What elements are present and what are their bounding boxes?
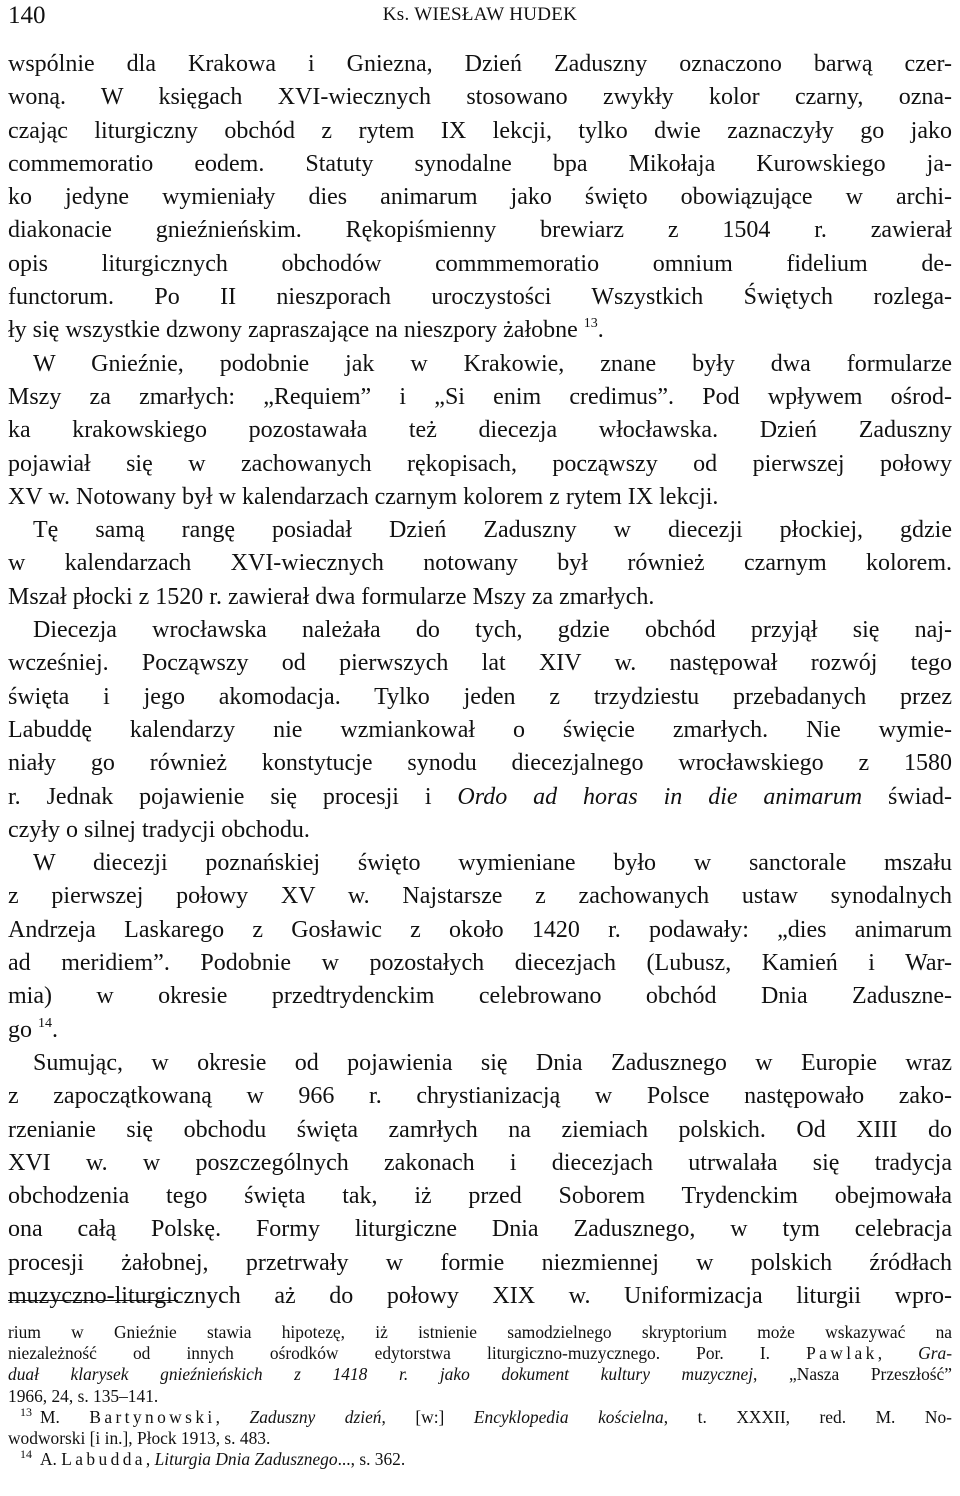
body-line xyxy=(8,1280,952,1313)
body-line xyxy=(8,81,952,114)
text-run: ko jedyne wymieniały dies animarum jako święto obowiązujące w archi- xyxy=(8,184,952,211)
body-line xyxy=(8,714,952,747)
body-line xyxy=(8,647,952,680)
text-run: Mszał płocki z 1520 r. zawierał dwa formularze Mszy za zmarłych. xyxy=(8,583,655,610)
text-run: . xyxy=(52,1016,58,1043)
footnote-line xyxy=(8,1343,952,1364)
footnote-line xyxy=(8,1386,952,1407)
text-run: XVI w. w poszczególnych zakonach i diecezjach utrwalała się tradycja xyxy=(8,1149,952,1176)
body-line xyxy=(8,1213,952,1246)
body-line xyxy=(8,281,952,314)
text-run: Tę samą rangę posiadał Dzień Zaduszny w diecezji płockiej, gdzie xyxy=(33,517,952,544)
body-line xyxy=(8,547,952,580)
text-run: , xyxy=(877,1343,919,1364)
body-line xyxy=(8,581,952,614)
text-run: Sumując, w okresie od pojawienia się Dnia Zadusznego w Europie wraz xyxy=(33,1049,952,1076)
page-header xyxy=(8,0,952,42)
text-run: mia) w okresie przedtrydenckim celebrowano obchód Dnia Zaduszne- xyxy=(8,983,952,1010)
text-run: diakonacie gnieźnieńskim. Rękopiśmienny brewiarz z 1504 r. zawierał xyxy=(8,217,952,244)
text-run: , xyxy=(215,1406,250,1427)
page-number: 140 xyxy=(8,2,46,29)
text-run: XV w. Notowany był w kalendarzach czarnym kolorem z rytem IX lekcji. xyxy=(8,483,719,510)
text-run: z zapoczątkowaną w 966 r. chrystianizacją w Polsce następowało zako- xyxy=(8,1083,952,1110)
italic-text: Zaduszny dzień xyxy=(249,1406,382,1427)
text-run: , t. XXXII, red. M. No- xyxy=(663,1406,952,1427)
body-line xyxy=(8,514,952,547)
body-line xyxy=(8,348,952,381)
spaced-author-name: Labudda xyxy=(61,1449,146,1470)
text-run: ..., s. 362. xyxy=(337,1449,406,1470)
body-line xyxy=(8,1047,952,1080)
text-run: ły się wszystkie dzwony zapraszające na nieszpory żałobne xyxy=(8,317,584,344)
text-run: woną. W księgach XVI-wiecznych stosowano zwykły kolor czarny, ozna- xyxy=(8,84,952,111)
body-line xyxy=(8,914,952,947)
running-head: Ks. WIESŁAW HUDEK xyxy=(382,4,578,25)
document-page xyxy=(8,0,952,1470)
text-run: functorum. Po II nieszporach uroczystości Wszystkich Świętych rozlega- xyxy=(8,284,952,311)
body-line xyxy=(8,847,952,880)
text-run: Diecezja wrocławska należała do tych, gdzie obchód przyjął się naj- xyxy=(33,617,952,644)
body-line xyxy=(8,48,952,81)
text-run: , „Nasza Przeszłość” xyxy=(753,1364,952,1385)
text-run: A. xyxy=(40,1449,62,1470)
body-line xyxy=(8,980,952,1013)
body-line xyxy=(8,481,952,514)
body-line xyxy=(8,1080,952,1113)
body-line xyxy=(8,181,952,214)
text-run: wspólnie dla Krakowa i Gniezna, Dzień Zaduszny oznaczono barwą czer- xyxy=(8,51,952,77)
text-run: Mszy za zmarłych: „Requiem” i „Si enim credimus”. Pod wpływem ośrod- xyxy=(8,383,952,410)
footnote-divider xyxy=(8,1300,178,1301)
text-run: r. Jednak pojawienie się procesji i xyxy=(8,783,458,810)
text-run: pojawiał się w zachowanych rękopisach, począwszy od pierwszej połowy xyxy=(8,450,952,477)
body-line xyxy=(8,947,952,980)
body-line xyxy=(8,681,952,714)
footnote-line xyxy=(8,1428,952,1449)
body-line xyxy=(8,148,952,181)
spaced-author-name: Pawlak xyxy=(806,1343,878,1364)
text-run: W Gnieźnie, podobnie jak w Krakowie, znane były dwa formularze xyxy=(33,350,952,377)
text-run: wcześniej. Począwszy od pierwszych lat XIV w. następował rozwój tego xyxy=(8,650,952,677)
body-line xyxy=(8,314,952,347)
text-run: , xyxy=(145,1449,155,1470)
text-run: z pierwszej połowy XV w. Najstarsze z zachowanych ustaw synodalnych xyxy=(8,883,952,910)
text-run: czając liturgiczny obchód z rytem IX lekcji, tylko dwie zaznaczyły go jako xyxy=(8,117,952,144)
text-run: ona całą Polskę. Formy liturgiczne Dnia Zadusznego, w tym celebracja xyxy=(8,1216,952,1243)
body-line xyxy=(8,448,952,481)
text-run: rium w Gnieźnie stawia hipotezę, iż istnienie samodzielnego skryptorium może wskazywać na xyxy=(8,1322,952,1342)
italic-text: Gra- xyxy=(918,1343,952,1364)
italic-text: duał klarysek gnieźnieńskich z 1418 r. jako dokument kultury muzycznej xyxy=(8,1364,754,1385)
body-line xyxy=(8,1014,952,1047)
text-run: niały go również konstytucje synodu diecezjalnego wrocławskiego z 1580 xyxy=(8,750,952,777)
footnote-ref: 13 xyxy=(20,1406,32,1419)
text-run: Andrzeja Laskarego z Gosławic z około 1420 r. podawały: „dies animarum xyxy=(8,916,952,943)
body-line xyxy=(8,248,952,281)
text-run: 1966, 24, s. 135–141. xyxy=(8,1385,159,1406)
text-run: . xyxy=(597,317,604,344)
footnote-line xyxy=(8,1407,952,1428)
text-run: wodworski [i in.], Płock 1913, s. 483. xyxy=(8,1427,271,1448)
footnote-ref: 14 xyxy=(20,1449,32,1462)
body-line xyxy=(8,414,952,447)
text-run: procesji żałobnej, przetrwały w formie niezmiennej w polskich źródłach xyxy=(8,1249,952,1276)
body-line xyxy=(8,1147,952,1180)
text-run: w kalendarzach XVI-wiecznych notowany był również czarnym kolorem. xyxy=(8,550,952,577)
text-run: , [w:] xyxy=(381,1406,474,1427)
footnote-ref: 14 xyxy=(38,1015,52,1031)
text-run: czyły o silnej tradycji obchodu. xyxy=(8,816,310,843)
italic-text: Ordo ad horas in die animarum xyxy=(457,783,863,810)
italic-text: Encyklopedia kościelna xyxy=(473,1406,664,1427)
text-run: rzenianie się obchodu święta zamrłych na ziemiach polskich. Od XIII do xyxy=(8,1116,952,1143)
text-run: Labuddę kalendarzy nie wzmiankował o święcie zmarłych. Nie wymie- xyxy=(8,716,952,743)
body-line xyxy=(8,781,952,814)
body-line xyxy=(8,1247,952,1280)
text-run: go xyxy=(8,1016,38,1043)
body-line xyxy=(8,214,952,247)
footnote-ref: 13 xyxy=(583,316,598,332)
text-run: opis liturgicznych obchodów commmemoratio omnium fidelium de- xyxy=(8,250,952,277)
text-run: świad- xyxy=(862,783,952,810)
body-line xyxy=(8,115,952,148)
spaced-author-name: Bartynowski xyxy=(89,1406,216,1427)
text-run: muzyczno-liturgicznych aż do połowy XIX w. Uniformizacja liturgii wpro- xyxy=(8,1282,952,1309)
text-run: święta i jego akomodacja. Tylko jeden z trzydziestu przebadanych przez xyxy=(8,683,952,710)
body-line xyxy=(8,614,952,647)
body-line xyxy=(8,1114,952,1147)
text-run: W diecezji poznańskiej święto wymieniane było w sanctorale mszału xyxy=(33,850,952,877)
body-line xyxy=(8,747,952,780)
body-line xyxy=(8,880,952,913)
text-run: ka krakowskiego pozostawała też diecezja włocławska. Dzień Zaduszny xyxy=(8,417,952,444)
body-line xyxy=(8,814,952,847)
footnotes xyxy=(8,1322,952,1470)
italic-text: Liturgia Dnia Zadusznego xyxy=(154,1449,338,1470)
text-run: obchodzenia tego święta tak, iż przed Soborem Trydenckim obejmowała xyxy=(8,1183,952,1210)
body-line xyxy=(8,1180,952,1213)
body-text xyxy=(8,48,952,1313)
text-run: commemoratio eodem. Statuty synodalne bpa Mikołaja Kurowskiego ja- xyxy=(8,150,952,177)
footnote-line xyxy=(8,1449,952,1470)
text-run: M. xyxy=(40,1406,90,1427)
text-run: niezależność od innych ośrodków edytorstwa liturgiczno-muzycznego. Por. I. xyxy=(8,1343,807,1364)
text-run: ad meridiem”. Podobnie w pozostałych diecezjach (Lubusz, Kamień i War- xyxy=(8,950,952,977)
footnote-line xyxy=(8,1364,952,1385)
footnote-line xyxy=(8,1322,952,1343)
body-line xyxy=(8,381,952,414)
